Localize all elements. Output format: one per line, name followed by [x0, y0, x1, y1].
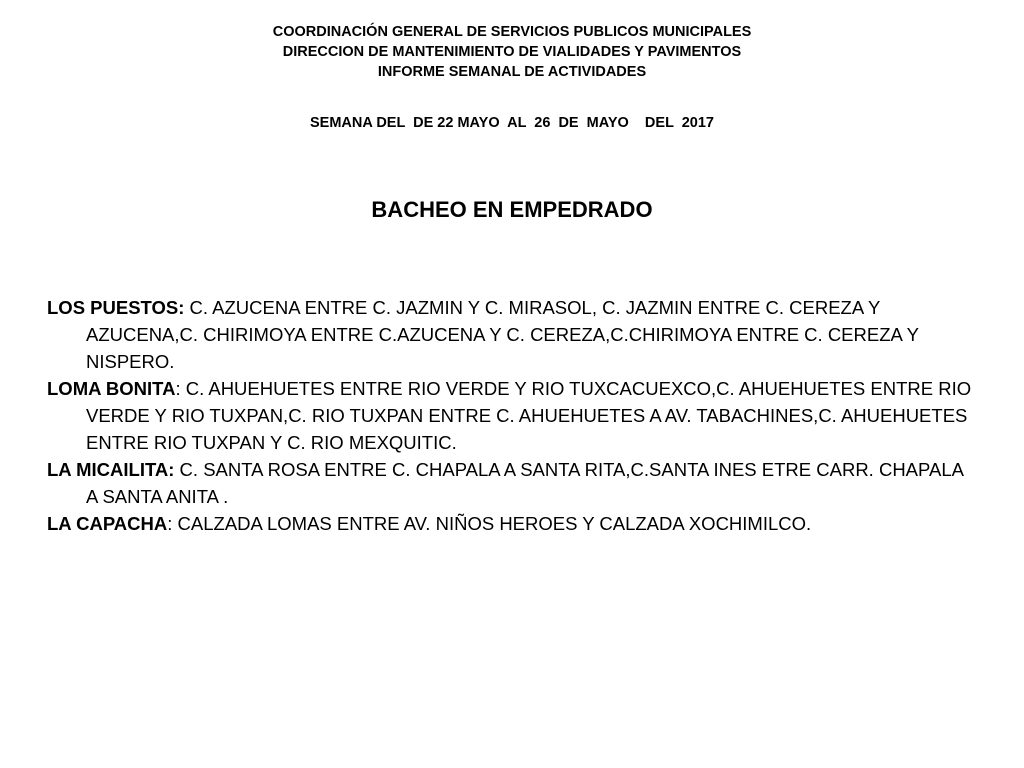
- entry-text: : CALZADA LOMAS ENTRE AV. NIÑOS HEROES Y CALZADA XOCHIMILCO.: [167, 513, 812, 534]
- entry-la-capacha: [47, 510, 977, 537]
- entry-place: LA MICAILITA:: [47, 459, 175, 480]
- entry-place: LOMA BONITA: [47, 378, 176, 399]
- entry-place: LA CAPACHA: [47, 513, 168, 534]
- week-range: SEMANA DEL DE 22 MAYO AL 26 DE MAYO DEL 2017: [310, 115, 714, 131]
- header-line-coordination: COORDINACIÓN GENERAL DE SERVICIOS PUBLICOS MUNICIPALES: [272, 24, 752, 40]
- header-line-direction: DIRECCION DE MANTENIMIENTO DE VIALIDADES Y PAVIMENTOS: [282, 44, 742, 60]
- entry-text: C. AZUCENA ENTRE C. JAZMIN Y C. MIRASOL, C. JAZMIN ENTRE C. CEREZA Y AZUCENA,C. CHIRIMOYA ENTRE C.AZUCENA Y C. CEREZA,C.CHIRIMOYA ENTRE C. CEREZA Y NISPERO.: [86, 297, 919, 372]
- entry-text: : C. AHUEHUETES ENTRE RIO VERDE Y RIO TUXCACUEXCO,C. AHUEHUETES ENTRE RIO VERDE Y RIO TUXPAN,C. RIO TUXPAN ENTRE C. AHUEHUETES A AV. TABACHINES,C. AHUEHUETES ENTRE RIO TUXPAN Y C. RIO MEXQUITIC.: [86, 378, 972, 453]
- document-header: [0, 22, 1024, 82]
- entry-la-micailita: [47, 456, 977, 510]
- entry-los-puestos: [47, 294, 977, 375]
- entries-list: [47, 294, 977, 537]
- entry-place: LOS PUESTOS:: [47, 297, 185, 318]
- entry-text: C. SANTA ROSA ENTRE C. CHAPALA A SANTA RITA,C.SANTA INES ETRE CARR. CHAPALA A SANTA ANITA .: [86, 459, 963, 507]
- header-line-report: INFORME SEMANAL DE ACTIVIDADES: [377, 64, 647, 80]
- entry-loma-bonita: [47, 375, 977, 456]
- section-title: BACHEO EN EMPEDRADO: [371, 197, 653, 222]
